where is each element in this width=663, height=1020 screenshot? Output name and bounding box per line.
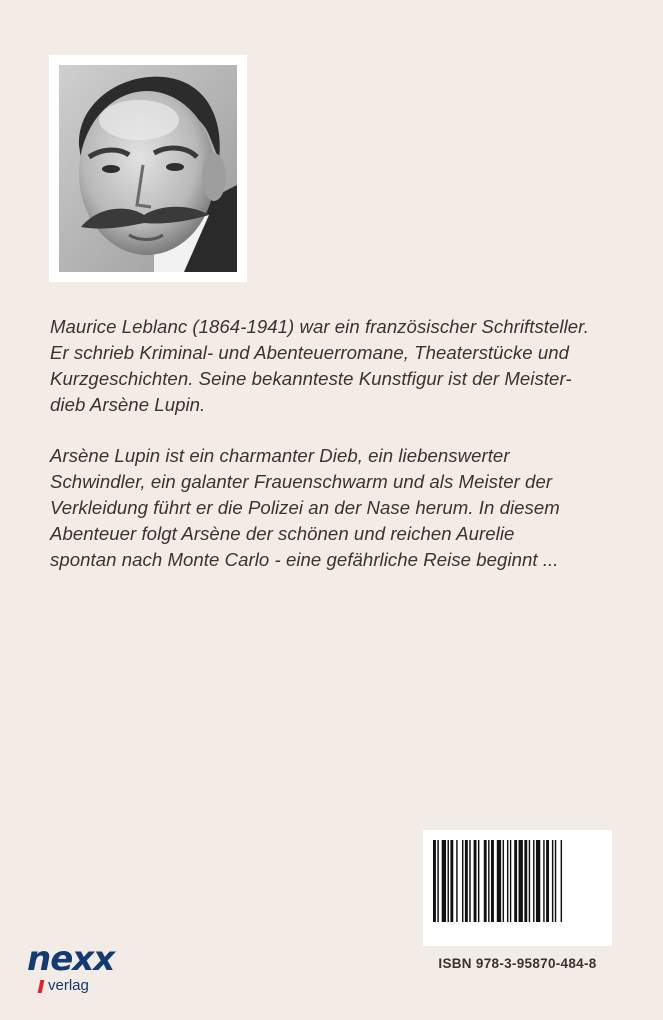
barcode-bar — [437, 840, 438, 922]
barcode-bar — [484, 840, 487, 922]
isbn-barcode — [423, 830, 612, 946]
barcode-bar — [514, 840, 517, 922]
barcode-bars — [433, 840, 603, 922]
barcode-bar — [442, 840, 446, 922]
book-blurb — [50, 443, 640, 573]
barcode-bar — [448, 840, 449, 922]
barcode-bar — [433, 840, 436, 922]
bio-line: Er schrieb Kriminal- und Abenteuerromane, Theaterstücke und — [50, 342, 570, 363]
barcode-bar — [507, 840, 508, 922]
barcode-bar — [497, 840, 501, 922]
barcode-bar — [478, 840, 479, 922]
publisher-logo-mark — [38, 980, 45, 993]
barcode-bar — [536, 840, 540, 922]
bio-line: Maurice Leblanc (1864-1941) war ein französischer Schriftsteller. — [50, 316, 589, 337]
author-portrait-photo — [59, 65, 237, 272]
barcode-bar — [503, 840, 504, 922]
barcode-bar — [543, 840, 544, 922]
barcode-bar — [469, 840, 470, 922]
barcode-bar — [465, 840, 468, 922]
bio-line: Kurzgeschichten. Seine bekannteste Kunstfigur ist der Meister- — [50, 368, 572, 389]
publisher-logo-sub: verlag — [48, 977, 89, 994]
barcode-bar — [555, 840, 556, 922]
isbn-label: ISBN 978-3-95870-484-8 — [438, 956, 597, 971]
blurb-line: Arsène Lupin ist ein charmanter Dieb, ein liebenswerter — [50, 445, 510, 466]
barcode-bar — [533, 840, 534, 922]
barcode-bar — [491, 840, 494, 922]
barcode-bar — [456, 840, 457, 922]
barcode-bar — [524, 840, 527, 922]
bio-line: dieb Arsène Lupin. — [50, 394, 206, 415]
barcode-bar — [462, 840, 463, 922]
author-portrait — [49, 55, 247, 282]
barcode-bar — [561, 840, 562, 922]
barcode-bar — [474, 840, 477, 922]
blurb-line: Verkleidung führt er die Polizei an der Nase herum. In diesem — [50, 497, 560, 518]
publisher-logo-word: nexx — [27, 939, 115, 979]
publisher-logo — [27, 940, 137, 1000]
barcode-bar — [529, 840, 530, 922]
blurb-line: spontan nach Monte Carlo - eine gefährliche Reise beginnt ... — [50, 549, 559, 570]
barcode-bar — [552, 840, 553, 922]
barcode-bar — [450, 840, 453, 922]
barcode-bar — [488, 840, 489, 922]
barcode-bar — [519, 840, 523, 922]
barcode-bar — [546, 840, 549, 922]
author-bio — [50, 314, 640, 418]
blurb-line: Schwindler, ein galanter Frauenschwarm und als Meister der — [50, 471, 553, 492]
barcode-bar — [510, 840, 511, 922]
blurb-line: Abenteuer folgt Arsène der schönen und reichen Aurelie — [50, 523, 515, 544]
